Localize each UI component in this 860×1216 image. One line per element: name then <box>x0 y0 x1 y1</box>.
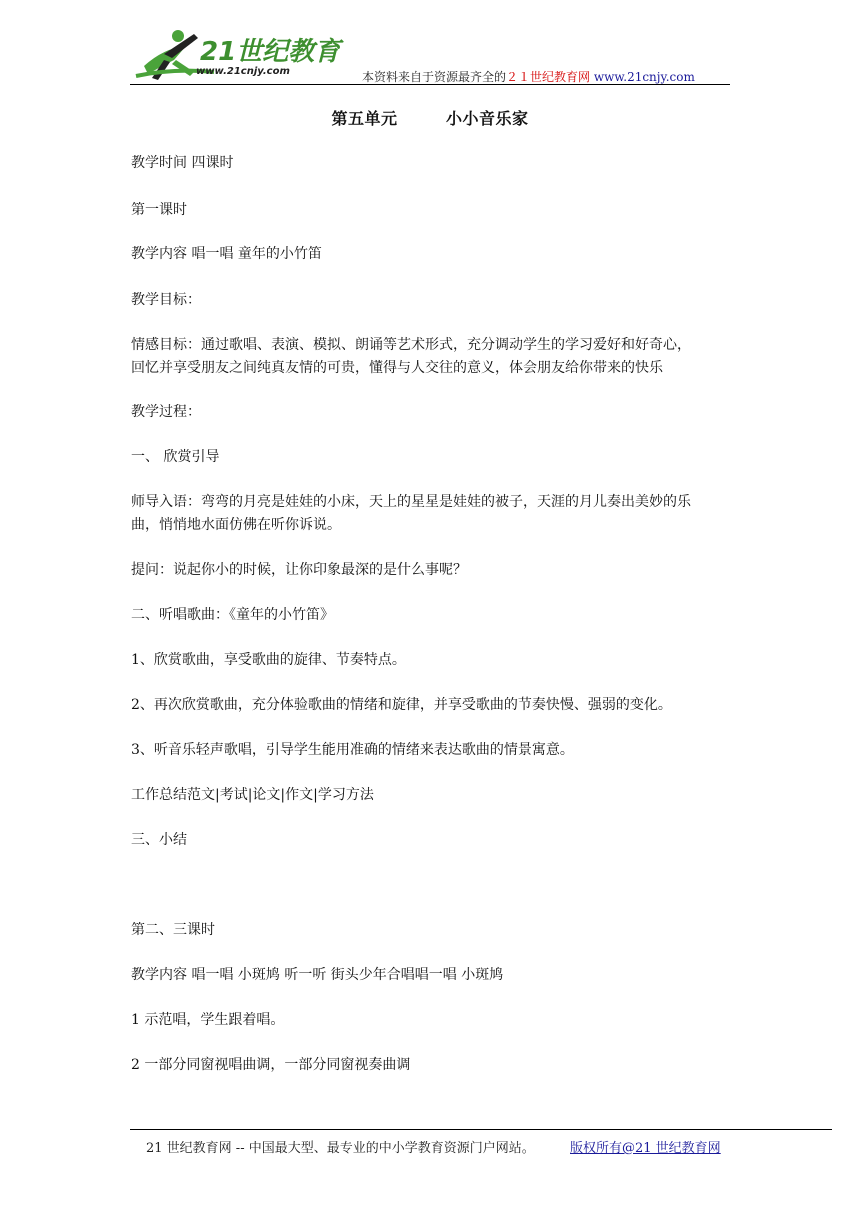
footer-divider <box>130 1129 832 1130</box>
document-title: 第五单元 小小音乐家 <box>331 109 529 128</box>
header-source-note <box>362 68 695 85</box>
logo-wordmark: 21世纪教育 <box>200 37 341 67</box>
paragraph: 一、 欣赏引导 <box>131 449 220 465</box>
paragraph: 曲，悄悄地水面仿佛在听你诉说。 <box>131 517 341 533</box>
paragraph: 情感目标：通过歌唱、表演、模拟、朗诵等艺术形式，充分调动学生的学习爱好和好奇心， <box>131 337 691 353</box>
paragraph: 师导入语：弯弯的月亮是娃娃的小床，天上的星星是娃娃的被子，天涯的月儿奏出美妙的乐 <box>131 494 691 510</box>
paragraph: 教学过程： <box>131 404 201 420</box>
header-divider <box>130 84 730 85</box>
paragraph: 第二、三课时 <box>131 922 215 938</box>
footer-copyright-link[interactable]: 版权所有@21 世纪教育网 <box>570 1141 721 1156</box>
paragraph: 2、再次欣赏歌曲，充分体验歌曲的情绪和旋律，并享受歌曲的节奏快慢、强弱的变化。 <box>131 697 672 713</box>
header-note-url[interactable]: www.21cnjy.com <box>593 70 695 84</box>
paragraph: 回忆并享受朋友之间纯真友情的可贵，懂得与人交往的意义，体会朋友给你带来的快乐 <box>131 360 663 376</box>
paragraph: 第一课时 <box>131 202 187 218</box>
paragraph: 教学时间 四课时 <box>131 155 234 171</box>
paragraph: 教学目标： <box>131 292 201 308</box>
site-logo <box>134 26 344 84</box>
paragraph: 三、小结 <box>131 832 187 848</box>
logo-url: www.21cnjy.com <box>196 66 290 77</box>
paragraph: 工作总结范文|考试|论文|作文|学习方法 <box>131 787 374 803</box>
paragraph: 教学内容 唱一唱 小斑鸠 听一听 街头少年合唱唱一唱 小斑鸠 <box>131 967 504 983</box>
paragraph: 二、听唱歌曲：《童年的小竹笛》 <box>131 607 334 623</box>
paragraph: 教学内容 唱一唱 童年的小竹笛 <box>131 246 322 262</box>
paragraph: 3、听音乐轻声歌唱，引导学生能用准确的情绪来表达歌曲的情景寓意。 <box>131 742 574 758</box>
header-note-prefix: 本资料来自于资源最齐全的 <box>362 70 507 84</box>
paragraph: 1 示范唱，学生跟着唱。 <box>131 1012 285 1028</box>
header-note-brand[interactable]: ２１世纪教育网 <box>506 70 591 84</box>
footer-text: 21 世纪教育网 -- 中国最大型、最专业的中小学教育资源门户网站。 <box>146 1141 535 1156</box>
paragraph: 2 一部分同窗视唱曲调，一部分同窗视奏曲调 <box>131 1057 411 1073</box>
paragraph: 提问：说起你小的时候，让你印象最深的是什么事呢？ <box>131 562 467 578</box>
paragraph: 1、欣赏歌曲，享受歌曲的旋律、节奏特点。 <box>131 652 406 668</box>
